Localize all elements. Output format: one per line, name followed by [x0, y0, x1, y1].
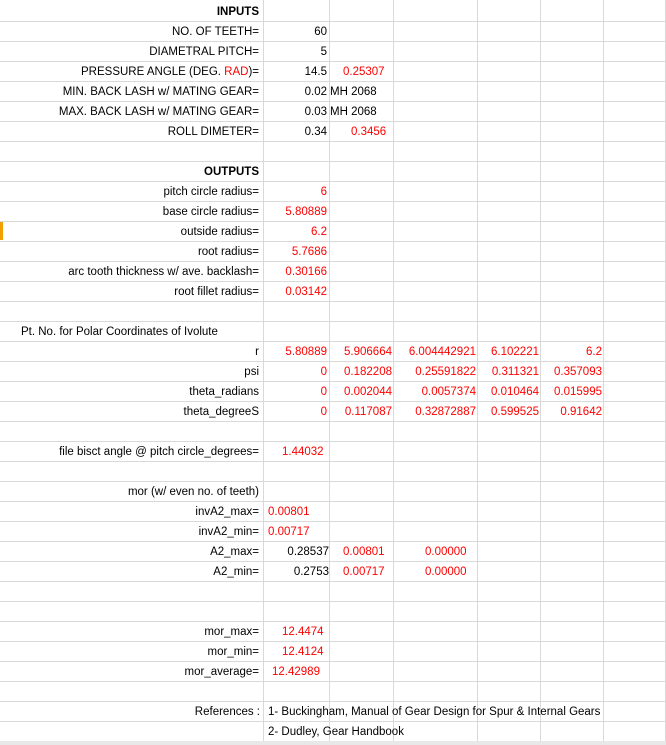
input-row — [0, 82, 666, 102]
grid-row-line — [0, 601, 666, 602]
polar-cell: 0 — [320, 366, 327, 378]
polar-cell: 6.004442921 — [408, 346, 476, 358]
polar-row — [0, 402, 666, 422]
bcr-label: base circle radius= — [162, 206, 259, 218]
polar-cell: 0.0057374 — [421, 386, 476, 398]
pa-value[interactable]: 14.5 — [304, 66, 327, 78]
inv-max-label: invA2_max= — [195, 506, 259, 518]
output-row — [0, 262, 666, 282]
polar-title: Pt. No. for Polar Coordinates of Ivolute — [21, 326, 218, 338]
a2min-v3: 0.00000 — [425, 566, 467, 578]
roll-value[interactable]: 0.34 — [304, 126, 327, 138]
maxbl-value[interactable]: 0.03 — [304, 106, 327, 118]
inv-min-value: 0.00717 — [268, 526, 310, 538]
a2max-v1: 0.28537 — [287, 546, 329, 558]
rr-value: 5.7686 — [291, 246, 327, 258]
refs-row — [0, 722, 666, 742]
a2min-v1: 0.2753 — [293, 566, 329, 578]
roll-label: ROLL DIMETER= — [167, 126, 259, 138]
ref-2: 2- Dudley, Gear Handbook — [268, 726, 404, 738]
a2max-v2: 0.00801 — [343, 546, 385, 558]
minbl-label: MIN. BACK LASH w/ MATING GEAR= — [62, 86, 259, 98]
output-row — [0, 182, 666, 202]
input-row — [0, 42, 666, 62]
outputs-header: OUTPUTS — [204, 166, 259, 178]
roll-value2: 0.3456 — [351, 126, 387, 138]
mor-max-value: 12.4474 — [282, 626, 324, 638]
pa-label-rad: RAD — [224, 66, 249, 78]
a2min-v2: 0.00717 — [343, 566, 385, 578]
pa-label-b: )= — [248, 66, 259, 78]
polar-cell: 0.311321 — [491, 366, 539, 378]
inputs-header-row — [0, 2, 666, 22]
att-value: 0.30166 — [285, 266, 327, 278]
output-row — [0, 242, 666, 262]
mor-min-value: 12.4124 — [282, 646, 324, 658]
inv-min-label: invA2_min= — [198, 526, 259, 538]
a2max-v3: 0.00000 — [425, 546, 467, 558]
dp-value[interactable]: 5 — [320, 46, 327, 58]
inputs-header: INPUTS — [216, 6, 259, 18]
rr-label: root radius= — [197, 246, 259, 258]
polar-row-label: theta_degreeS — [183, 406, 259, 418]
mor-title-row — [0, 482, 666, 502]
mor-max-label: mor_max= — [204, 626, 259, 638]
mor-row — [0, 562, 666, 582]
rfr-label: root fillet radius= — [174, 286, 259, 298]
bcr-value: 5.80889 — [285, 206, 327, 218]
polar-cell: 6.102221 — [491, 346, 539, 358]
polar-row-label: theta_radians — [189, 386, 259, 398]
pcr-value: 6 — [320, 186, 327, 198]
rfr-value: 0.03142 — [285, 286, 327, 298]
polar-cell: 0.25591822 — [415, 366, 476, 378]
pa-label-a: PRESSURE ANGLE (DEG. — [81, 66, 225, 78]
polar-row — [0, 382, 666, 402]
inv-max-value: 0.00801 — [268, 506, 310, 518]
polar-cell: 5.80889 — [285, 346, 327, 358]
mor-row — [0, 662, 666, 682]
outputs-header-row — [0, 162, 666, 182]
input-row — [0, 102, 666, 122]
polar-cell: 0.015995 — [554, 386, 602, 398]
or-label: outside radius= — [180, 226, 259, 238]
output-row — [0, 282, 666, 302]
polar-row-label: r — [255, 346, 259, 358]
mor-avg-label: mor_average= — [184, 666, 259, 678]
input-row — [0, 122, 666, 142]
polar-cell: 0.32872887 — [415, 406, 476, 418]
polar-cell: 6.2 — [586, 346, 602, 358]
mor-title: mor (w/ even no. of teeth) — [127, 486, 259, 498]
polar-row-label: psi — [244, 366, 259, 378]
output-row — [0, 202, 666, 222]
maxbl-label: MAX. BACK LASH w/ MATING GEAR= — [58, 106, 259, 118]
mor-row — [0, 642, 666, 662]
pa-label — [81, 62, 259, 82]
mor-row — [0, 502, 666, 522]
bisect-label: file bisct angle @ pitch circle_degrees= — [59, 446, 259, 458]
polar-cell: 0.182208 — [344, 366, 392, 378]
or-value: 6.2 — [311, 226, 327, 238]
polar-row — [0, 342, 666, 362]
mor-row — [0, 542, 666, 562]
polar-title-row — [0, 322, 666, 342]
polar-cell: 0 — [320, 406, 327, 418]
input-row — [0, 62, 666, 82]
polar-cell: 0.010464 — [491, 386, 539, 398]
polar-cell: 0.357093 — [554, 366, 602, 378]
refs-row — [0, 702, 666, 722]
polar-cell: 0.599525 — [491, 406, 539, 418]
polar-row — [0, 362, 666, 382]
a2max-label: A2_max= — [210, 546, 259, 558]
polar-cell: 0.91642 — [560, 406, 602, 418]
output-row — [0, 222, 666, 242]
bisect-value: 1.44032 — [282, 446, 324, 458]
minbl-std: MH 2068 — [330, 86, 377, 98]
att-label: arc tooth thickness w/ ave. backlash= — [68, 266, 259, 278]
bisect-row — [0, 442, 666, 462]
maxbl-std: MH 2068 — [330, 106, 377, 118]
mor-row — [0, 522, 666, 542]
polar-cell: 0.002044 — [344, 386, 392, 398]
pa-rad-value: 0.25307 — [343, 66, 385, 78]
polar-cell: 0.117087 — [344, 406, 392, 418]
a2min-label: A2_min= — [213, 566, 259, 578]
polar-cell: 5.906664 — [344, 346, 392, 358]
minbl-value[interactable]: 0.02 — [304, 86, 327, 98]
pcr-label: pitch circle radius= — [163, 186, 259, 198]
horizontal-scrollbar[interactable] — [0, 741, 666, 745]
ref-1: 1- Buckingham, Manual of Gear Design for Spur & Internal Gears — [268, 706, 601, 718]
teeth-value[interactable]: 60 — [314, 26, 327, 38]
mor-avg-value: 12.42989 — [272, 666, 320, 678]
input-row — [0, 22, 666, 42]
teeth-label: NO. OF TEETH= — [171, 26, 259, 38]
mor-min-label: mor_min= — [207, 646, 259, 658]
dp-label: DIAMETRAL PITCH= — [149, 46, 259, 58]
mor-row — [0, 622, 666, 642]
refs-label: References : — [194, 706, 260, 718]
polar-cell: 0 — [320, 386, 327, 398]
